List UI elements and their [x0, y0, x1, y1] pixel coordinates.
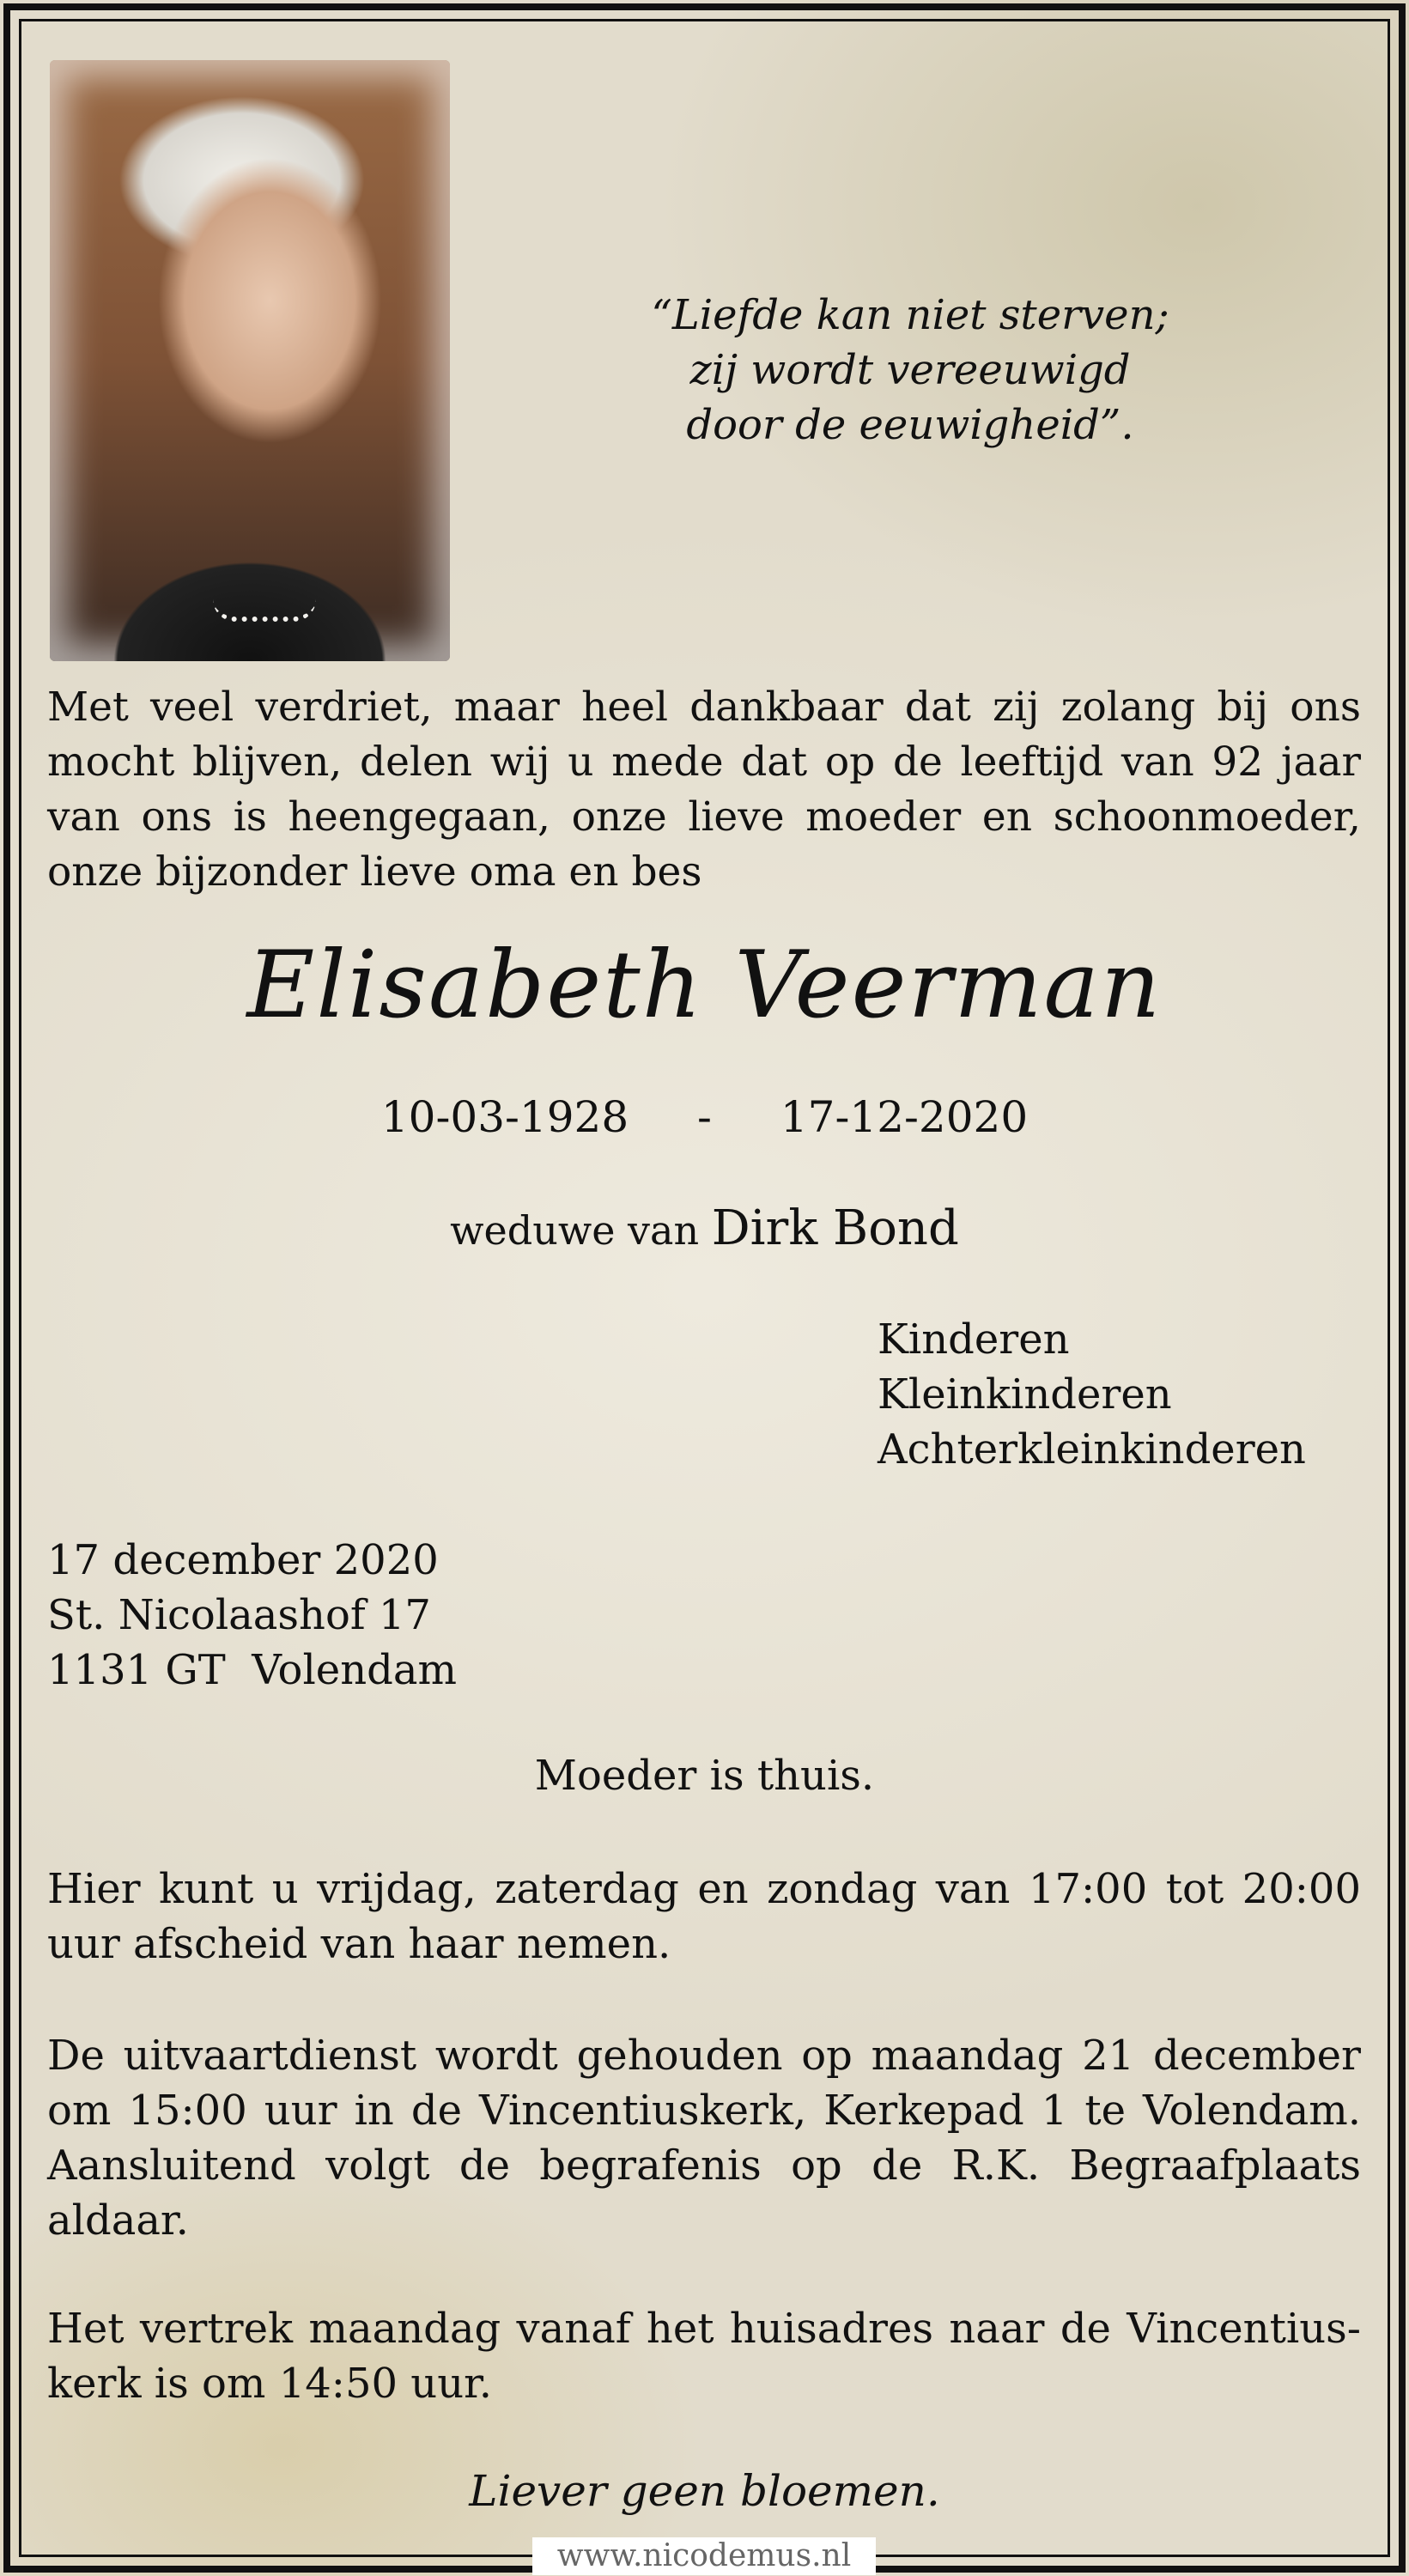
postal-city: 1131 GT Volendam: [47, 1646, 457, 1694]
widow-line: [0, 1200, 1409, 1256]
departure-info: Het vertrek maandag vanaf het huisadres naar de Vincentius-kerk is om 14:50 uur.: [47, 2305, 1361, 2408]
notice-date: 17 december 2020: [47, 1536, 439, 1584]
intro-text: Met veel verdriet, maar heel dankbaar dat zij zolang bij ons mocht blijven, delen wij u mede dat op de leeftijd van 92 jaar van ons is heengegaan, onze lieve moeder en schoonmoeder, onze bijzonder lieve oma en bes: [47, 683, 1361, 896]
quote-line: zij wordt vereeuwigd: [689, 346, 1131, 394]
birth-date: 10-03-1928: [380, 1092, 629, 1142]
quote-line: “Liefde kan niet sterven;: [651, 291, 1169, 339]
family-list: [878, 1312, 1306, 1477]
address-block: [47, 1533, 457, 1698]
poem-quote: [532, 288, 1288, 453]
deceased-name: Elisabeth Veerman: [246, 932, 1163, 1039]
family-item: Kleinkinderen: [878, 1370, 1172, 1419]
visiting-hours: Hier kunt u vrijdag, zaterdag en zondag van 17:00 tot 20:00 uur afscheid van haar nemen.: [47, 1865, 1361, 1968]
closing-line: Liever geen bloemen.: [469, 2466, 940, 2516]
portrait-necklace: [213, 599, 316, 622]
death-date: 17-12-2020: [780, 1092, 1029, 1142]
widow-prefix: weduwe van: [450, 1207, 700, 1254]
family-item: Kinderen: [878, 1315, 1070, 1364]
quote-line: door de eeuwigheid”.: [686, 401, 1134, 449]
life-dates: [0, 1092, 1409, 1142]
portrait-collar: [76, 481, 424, 661]
date-separator: -: [697, 1092, 712, 1142]
husband-name: Dirk Bond: [711, 1200, 959, 1256]
street-address: St. Nicolaashof 17: [47, 1591, 431, 1639]
funeral-service: De uitvaartdienst wordt gehouden op maandag 21 december om 15:00 uur in de Vincentiuskerk, Kerkepad 1 te Volendam. Aansluitend volgt de begrafenis op de R.K. Begraafplaats aldaar.: [47, 2032, 1361, 2245]
portrait-photo: [50, 60, 450, 661]
home-note: Moeder is thuis.: [534, 1752, 875, 1800]
family-item: Achterkleinkinderen: [878, 1425, 1306, 1473]
website-watermark: www.nicodemus.nl: [532, 2537, 876, 2575]
